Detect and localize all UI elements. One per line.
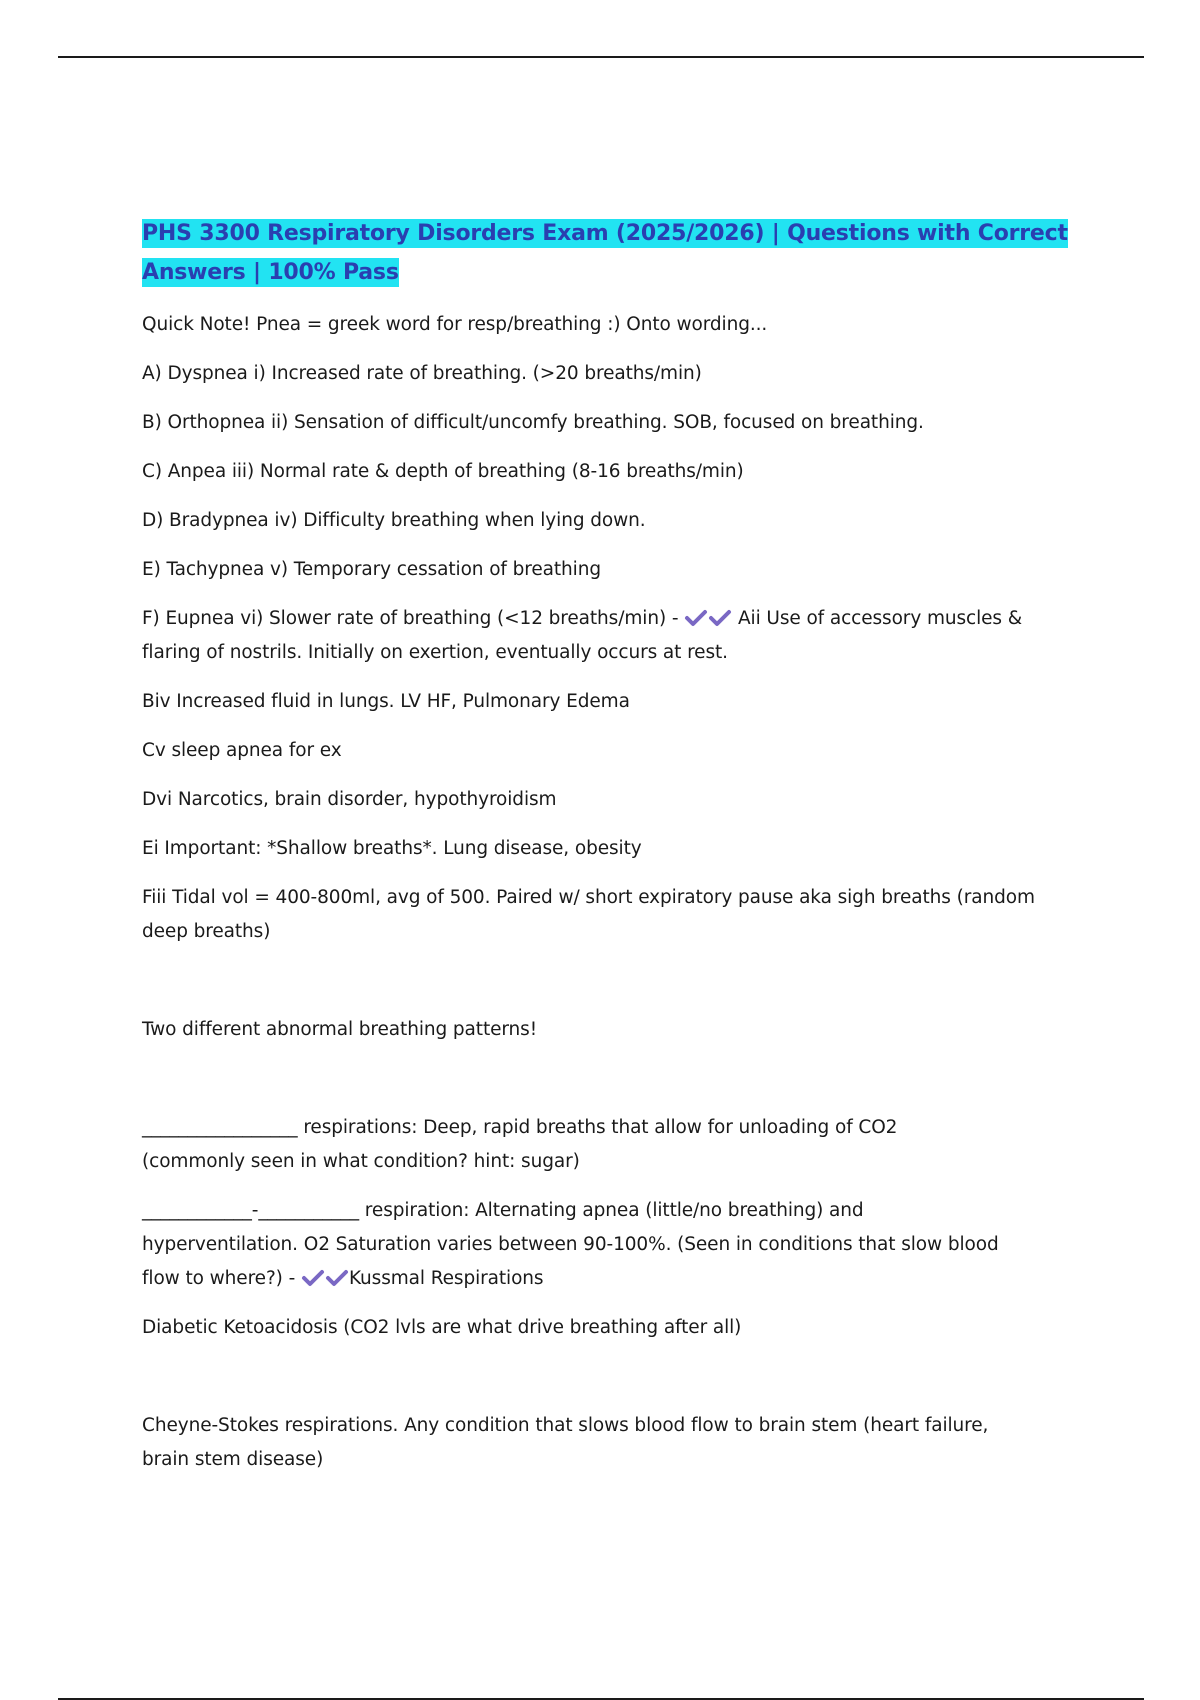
q2-line-3: flow to where?) - xyxy=(142,1268,296,1289)
blank-space xyxy=(142,1047,1082,1111)
answer-fiii xyxy=(142,881,1082,949)
title-line-1: PHS 3300 Respiratory Disorders Exam (2025/2026) | Questions with Correct xyxy=(142,221,1068,246)
answer-dvi: Dvi Narcotics, brain disorder, hypothyroidism xyxy=(142,789,557,810)
question-kussmaul xyxy=(142,1111,1082,1179)
matching-item-d: D) Bradypnea iv) Difficulty breathing when lying down. xyxy=(142,510,646,531)
blank-space xyxy=(142,949,1082,1013)
matching-item-b: B) Orthopnea ii) Sensation of difficult/uncomfy breathing. SOB, focused on breathing. xyxy=(142,412,924,433)
title-line-2: Answers | 100% Pass xyxy=(142,260,399,285)
q2-line-2: hyperventilation. O2 Saturation varies between 90-100%. (Seen in conditions that slow blood xyxy=(142,1234,999,1255)
section-heading: Two different abnormal breathing patterns! xyxy=(142,1019,538,1040)
q2-line-1: ____________-___________ respiration: Alternating apnea (little/no breathing) and xyxy=(142,1200,864,1221)
check-icon xyxy=(708,608,732,628)
matching-item-e: E) Tachypnea v) Temporary cessation of breathing xyxy=(142,559,601,580)
answer-biv: Biv Increased fluid in lungs. LV HF, Pulmonary Edema xyxy=(142,691,630,712)
q1-line-1: _________________ respirations: Deep, rapid breaths that allow for unloading of CO2 xyxy=(142,1117,898,1138)
document-body xyxy=(142,214,1082,1477)
top-rule xyxy=(58,56,1144,58)
check-icon xyxy=(325,1268,349,1288)
cheyne-line-1: Cheyne-Stokes respirations. Any condition that slows blood flow to brain stem (heart failure, xyxy=(142,1415,989,1436)
item-f-text: F) Eupnea vi) Slower rate of breathing (<12 breaths/min) - xyxy=(142,608,679,629)
question-cheyne-stokes xyxy=(142,1194,1082,1296)
matching-item-f xyxy=(142,602,1082,670)
matching-item-c: C) Anpea iii) Normal rate & depth of breathing (8-16 breaths/min) xyxy=(142,461,744,482)
matching-item-a: A) Dyspnea i) Increased rate of breathing. (>20 breaths/min) xyxy=(142,363,702,384)
answer-diabetic: Diabetic Ketoacidosis (CO2 lvls are what drive breathing after all) xyxy=(142,1317,742,1338)
fiii-line-2: deep breaths) xyxy=(142,921,271,942)
fiii-line-1: Fiii Tidal vol = 400-800ml, avg of 500. Paired w/ short expiratory pause aka sigh breaths (random xyxy=(142,887,1035,908)
cheyne-line-2: brain stem disease) xyxy=(142,1449,324,1470)
answer-cv: Cv sleep apnea for ex xyxy=(142,740,342,761)
item-f-continuation: flaring of nostrils. Initially on exertion, eventually occurs at rest. xyxy=(142,642,728,663)
document-title xyxy=(142,214,1082,292)
check-icon xyxy=(684,608,708,628)
answer-cheyne-stokes xyxy=(142,1409,1082,1477)
check-icon xyxy=(301,1268,325,1288)
q2-answer: Kussmal Respirations xyxy=(348,1268,544,1289)
q1-line-2: (commonly seen in what condition? hint: sugar) xyxy=(142,1151,580,1172)
intro-note: Quick Note! Pnea = greek word for resp/breathing :) Onto wording... xyxy=(142,314,768,335)
blank-space xyxy=(142,1345,1082,1409)
answer-ei: Ei Important: *Shallow breaths*. Lung disease, obesity xyxy=(142,838,642,859)
item-f-answer: Aii Use of accessory muscles & xyxy=(737,608,1023,629)
